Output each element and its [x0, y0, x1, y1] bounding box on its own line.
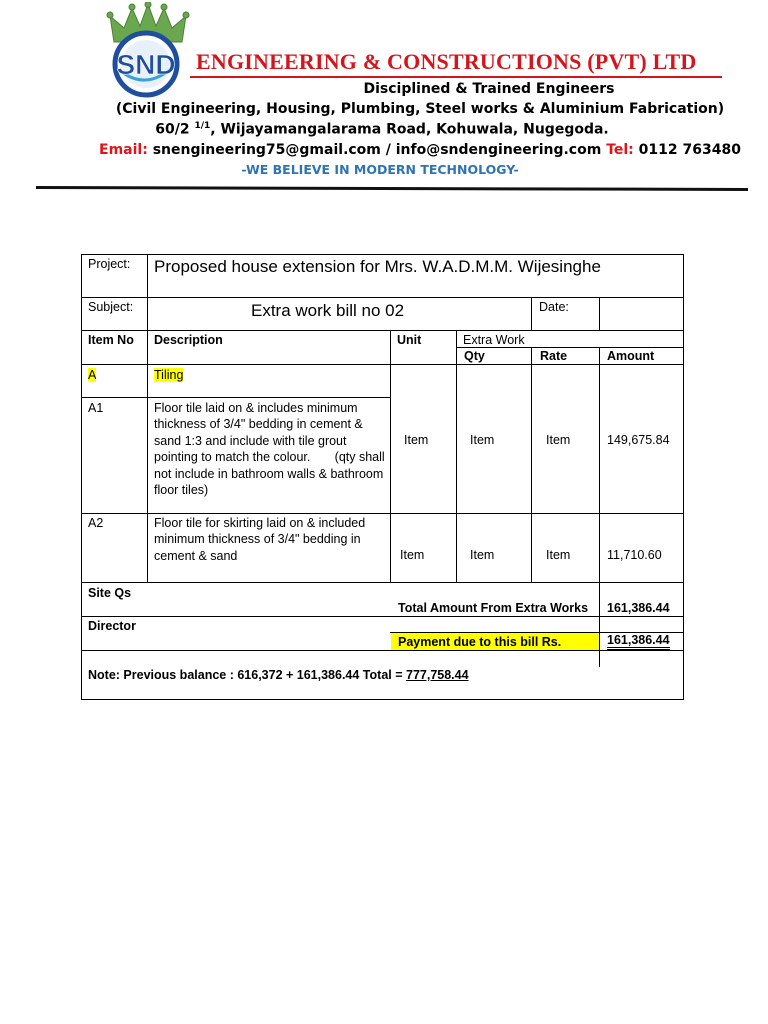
address-line: 60/2 $^{1/1}$, Wijayamangalarama Road, Kohuwala, Nugegoda. — [155, 121, 609, 138]
date-label: Date: — [539, 300, 569, 314]
row-unit: Item — [400, 548, 425, 562]
row-qty: Item — [470, 433, 495, 447]
subject-label: Subject: — [88, 300, 134, 314]
row-unit: Item — [404, 433, 429, 447]
note-total: 777,758.44 — [406, 668, 469, 682]
row-item: A2 — [88, 516, 104, 530]
project-value: Proposed house extension for Mrs. W.A.D.M.M. Wijesinghe — [154, 257, 601, 276]
company-name: ENGINEERING & CONSTRUCTIONS (PVT) LTD — [196, 49, 697, 74]
header-item-no: Item No — [88, 333, 134, 347]
project-label: Project: — [88, 257, 131, 271]
header-unit: Unit — [397, 333, 422, 347]
header-extra-work: Extra Work — [463, 333, 525, 347]
row-amount: 11,710.60 — [607, 548, 662, 562]
row-rate: Item — [546, 433, 571, 447]
email-value: snengineering75@gmail.com / info@sndengineering.com — [147, 142, 607, 158]
motto: -WE BELIEVE IN MODERN TECHNOLOGY- — [241, 162, 519, 177]
payment-label: Payment due to this bill Rs. — [398, 635, 562, 649]
row-description: Floor tile laid on & includes minimum thickness of 3/4" bedding in cement & sand 1:3 and include with tile grout pointing to match the colour. (qty shall not include in bathroom walls & bathroom floor tiles) — [154, 401, 389, 498]
company-underline — [190, 76, 722, 78]
director-label: Director — [88, 619, 136, 633]
note-line: Note: Previous balance : 616,372 + 161,386.44 Total = 777,758.44 — [88, 668, 469, 682]
row-amount: 149,675.84 — [607, 433, 670, 447]
section-item: A — [88, 368, 97, 382]
subject-value: Extra work bill no 02 — [251, 301, 405, 320]
tagline: Disciplined & Trained Engineers — [363, 81, 615, 97]
site-qs-label: Site Qs — [88, 586, 132, 600]
header-divider — [36, 186, 748, 191]
header-rate: Rate — [540, 349, 568, 363]
svg-text:SND: SND — [116, 49, 176, 80]
email-label: Email: — [99, 142, 148, 158]
header-amount: Amount — [607, 349, 655, 363]
row-qty: Item — [470, 548, 495, 562]
row-item: A1 — [88, 401, 104, 415]
row-rate: Item — [546, 548, 571, 562]
row-description: Floor tile for skirting laid on & included minimum thickness of 3/4" bedding in cement & sand — [154, 516, 366, 563]
services-line: (Civil Engineering, Housing, Plumbing, Steel works & Aluminium Fabrication) — [115, 101, 725, 117]
header-qty: Qty — [464, 349, 485, 363]
total-value: 161,386.44 — [607, 601, 670, 615]
header-description: Description — [154, 333, 223, 347]
tel-label: Tel: — [606, 142, 634, 158]
tel-value: 0112 763480 — [633, 142, 741, 158]
section-description: Tiling — [154, 368, 184, 382]
total-label: Total Amount From Extra Works — [398, 601, 589, 615]
payment-value: 161,386.44 — [607, 634, 670, 647]
contact-line — [36, 142, 768, 158]
